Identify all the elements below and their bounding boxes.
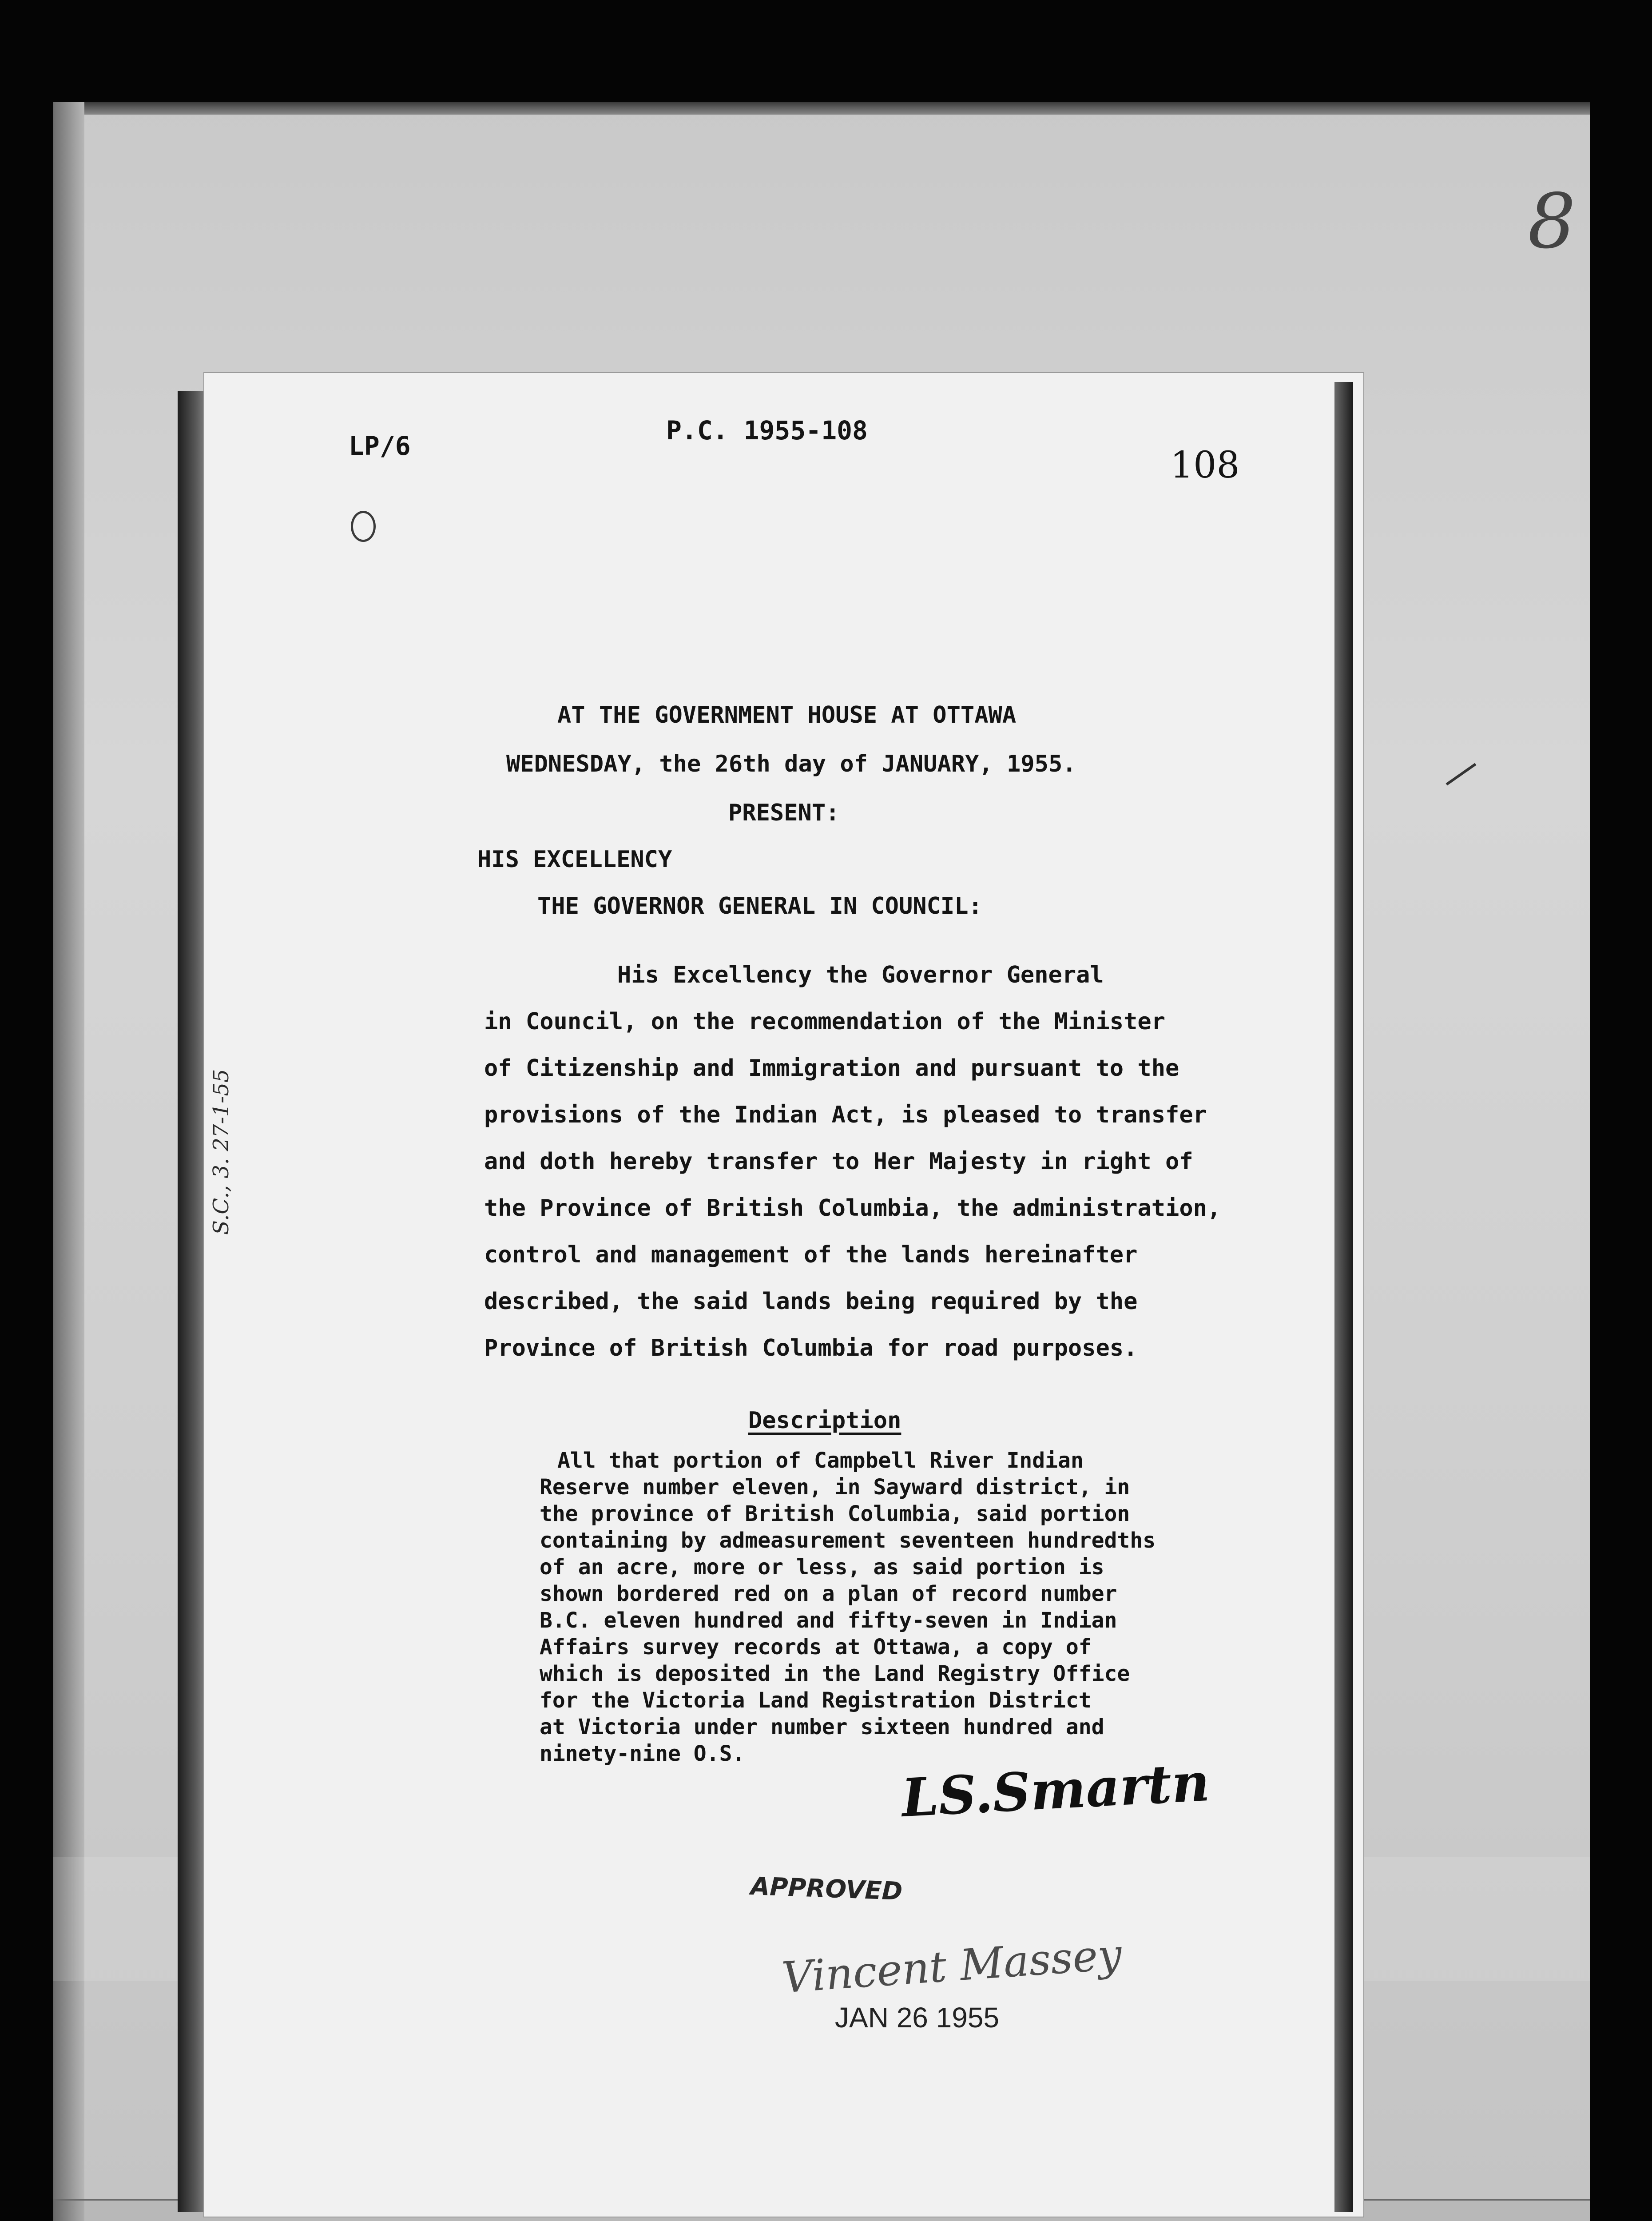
paper-edge-shadow bbox=[1334, 382, 1353, 2212]
initials-signature: LS.Smartn bbox=[900, 1751, 1211, 1829]
description-line: of an acre, more or less, as said portion is bbox=[540, 1555, 1104, 1580]
present-line: PRESENT: bbox=[728, 800, 840, 826]
description-line: for the Victoria Land Registration District bbox=[540, 1688, 1092, 1713]
body-line: Province of British Columbia for road purposes. bbox=[484, 1335, 1138, 1361]
description-line: at Victoria under number sixteen hundred and bbox=[540, 1715, 1104, 1739]
governor-signature: Vincent Massey bbox=[780, 1929, 1124, 2003]
body-line: and doth hereby transfer to Her Majesty in right of bbox=[484, 1148, 1193, 1175]
date-stamp: JAN 26 1955 bbox=[835, 2002, 1000, 2034]
order-number: P.C. 1955-108 bbox=[666, 415, 868, 446]
description-line: shown bordered red on a plan of record number bbox=[540, 1581, 1117, 1606]
punch-hole bbox=[351, 511, 376, 542]
file-reference: LP/6 bbox=[349, 431, 411, 461]
page-number: 108 bbox=[1170, 444, 1240, 486]
description-line: All that portion of Campbell River Indian bbox=[557, 1448, 1084, 1473]
description-line: the province of British Columbia, said portion bbox=[540, 1501, 1130, 1526]
margin-annotation: S.C., 3. 27-1-55 bbox=[209, 1069, 234, 1235]
approved-stamp: APPROVED bbox=[750, 1872, 903, 1906]
body-line: described, the said lands being required by the bbox=[484, 1288, 1138, 1315]
description-line: which is deposited in the Land Registry Office bbox=[540, 1661, 1130, 1686]
body-line: of Citizenship and Immigration and pursuant to the bbox=[484, 1055, 1179, 1082]
film-top-edge bbox=[53, 102, 1590, 115]
corner-mark: 8 bbox=[1528, 178, 1576, 266]
excellency-line: HIS EXCELLENCY bbox=[477, 846, 672, 873]
description-line: B.C. eleven hundred and fifty-seven in Indian bbox=[540, 1608, 1117, 1633]
description-heading: Description bbox=[748, 1407, 901, 1434]
body-line: the Province of British Columbia, the administration, bbox=[484, 1195, 1221, 1222]
body-line: in Council, on the recommendation of the Minister bbox=[484, 1008, 1166, 1035]
body-line: His Excellency the Governor General bbox=[617, 962, 1104, 988]
description-line: ninety-nine O.S. bbox=[540, 1741, 745, 1766]
description-line: Affairs survey records at Ottawa, a copy of bbox=[540, 1635, 1092, 1660]
location-line: AT THE GOVERNMENT HOUSE AT OTTAWA bbox=[557, 702, 1017, 728]
description-line: Reserve number eleven, in Sayward district, in bbox=[540, 1475, 1130, 1500]
body-line: provisions of the Indian Act, is pleased to transfer bbox=[484, 1102, 1207, 1128]
body-line: control and management of the lands hereinafter bbox=[484, 1242, 1138, 1268]
governor-line: THE GOVERNOR GENERAL IN COUNCIL: bbox=[537, 893, 982, 919]
description-line: containing by admeasurement seventeen hundredths bbox=[540, 1528, 1156, 1553]
date-line: WEDNESDAY, the 26th day of JANUARY, 1955. bbox=[506, 751, 1076, 777]
